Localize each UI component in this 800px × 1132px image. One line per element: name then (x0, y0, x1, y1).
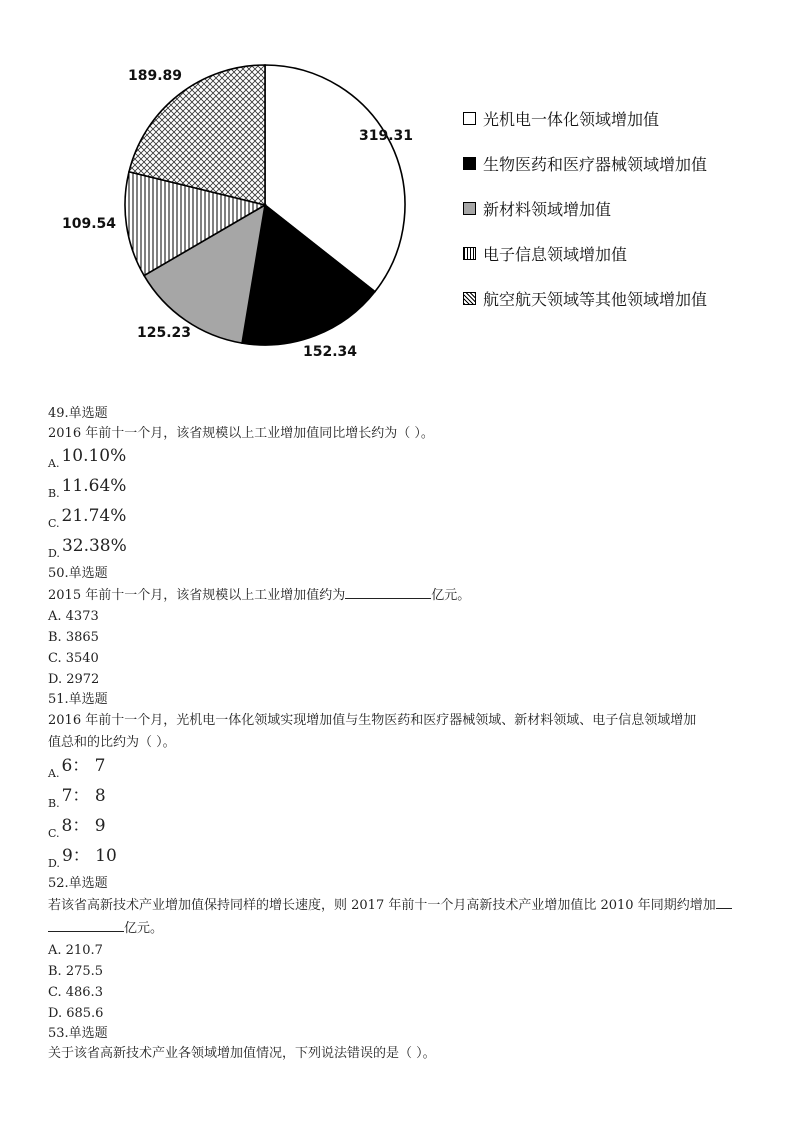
question-list (48, 404, 778, 1064)
question-head: 49.单选题 (48, 406, 108, 421)
chart-legend (463, 96, 707, 321)
slice-value-label: 152.34 (302, 344, 358, 360)
legend-label: 生物医药和医疗器械领域增加值 (483, 155, 708, 174)
option-value: 9： 10 (61, 846, 117, 866)
option-a[interactable]: A. 4373 (48, 609, 99, 624)
option-b[interactable]: B. 275.5 (48, 964, 104, 979)
option-letter: D. (48, 857, 60, 870)
legend-swatch-icon (463, 202, 476, 215)
legend-label: 新材料领域增加值 (483, 200, 612, 219)
slice-value-label: 125.23 (136, 325, 192, 341)
legend-label: 航空航天领域等其他领域增加值 (483, 290, 708, 309)
question-stem: 2016 年前十一个月，该省规模以上工业增加值同比增长约为（ ）。 (48, 426, 434, 441)
stem-text: 2015 年前十一个月，该省规模以上工业增加值约为 (48, 588, 346, 603)
option-value: 6： 7 (61, 756, 106, 776)
question-52 (48, 874, 778, 1024)
slice-value-label: 319.31 (358, 128, 414, 144)
legend-swatch-icon (463, 292, 476, 305)
option-c[interactable] (48, 504, 778, 534)
question-stem (48, 894, 778, 940)
option-value: 11.64% (61, 476, 127, 496)
option-d[interactable] (48, 844, 778, 874)
question-stem: 关于该省高新技术产业各领域增加值情况，下列说法错误的是（ ）。 (48, 1046, 436, 1061)
option-letter: D. (48, 547, 60, 560)
option-letter: A. (48, 457, 60, 470)
option-value: 32.38% (61, 536, 127, 556)
answer-blank (48, 917, 124, 932)
stem-text: 若该省高新技术产业增加值保持同样的增长速度，则 2017 年前十一个月高新技术产业增加值比 2010 年同期约增加 (48, 898, 716, 913)
question-stem (48, 710, 778, 754)
question-head: 53.单选题 (48, 1026, 108, 1041)
option-b[interactable] (48, 784, 778, 814)
answer-blank (716, 894, 732, 909)
option-letter: A. (48, 767, 60, 780)
stem-line: 值总和的比约为（ ）。 (48, 735, 176, 750)
option-a[interactable]: A. 210.7 (48, 943, 103, 958)
option-c[interactable] (48, 814, 778, 844)
stem-line (48, 917, 778, 940)
option-letter: C. (48, 827, 60, 840)
answer-blank (345, 584, 431, 599)
option-value: 21.74% (61, 506, 127, 526)
stem-line (48, 894, 778, 917)
stem-line: 2016 年前十一个月，光机电一体化领域实现增加值与生物医药和医疗器械领域、新材料领域、电子信息领域增加 (48, 713, 697, 728)
legend-item (463, 141, 707, 186)
option-a[interactable] (48, 754, 778, 784)
option-value: 10.10% (61, 446, 127, 466)
legend-item (463, 231, 707, 276)
option-letter: C. (48, 517, 60, 530)
stem-text: 亿元。 (431, 588, 471, 603)
legend-label: 光机电一体化领域增加值 (483, 110, 660, 129)
option-b[interactable]: B. 3865 (48, 630, 99, 645)
option-letter: B. (48, 487, 60, 500)
stem-text: 亿元。 (124, 921, 164, 936)
legend-item (463, 276, 707, 321)
option-letter: B. (48, 797, 60, 810)
slice-value-label: 109.54 (61, 216, 117, 232)
question-stem (48, 584, 778, 606)
legend-swatch-icon (463, 112, 476, 125)
legend-swatch-icon (463, 247, 476, 260)
question-head: 51.单选题 (48, 692, 108, 707)
legend-swatch-icon (463, 157, 476, 170)
option-c[interactable]: C. 3540 (48, 651, 99, 666)
question-53 (48, 1024, 778, 1064)
option-d[interactable]: D. 2972 (48, 672, 100, 687)
option-value: 8： 9 (61, 816, 106, 836)
legend-label: 电子信息领域增加值 (483, 245, 628, 264)
slice-value-label: 189.89 (127, 68, 183, 84)
question-50 (48, 564, 778, 690)
option-value: 7： 8 (61, 786, 106, 806)
legend-item (463, 186, 707, 231)
question-51 (48, 690, 778, 874)
option-d[interactable]: D. 685.6 (48, 1006, 104, 1021)
option-c[interactable]: C. 486.3 (48, 985, 103, 1000)
option-a[interactable] (48, 444, 778, 474)
question-49 (48, 404, 778, 564)
question-head: 50.单选题 (48, 566, 108, 581)
option-b[interactable] (48, 474, 778, 504)
question-head: 52.单选题 (48, 876, 108, 891)
legend-item (463, 96, 707, 141)
option-d[interactable] (48, 534, 778, 564)
